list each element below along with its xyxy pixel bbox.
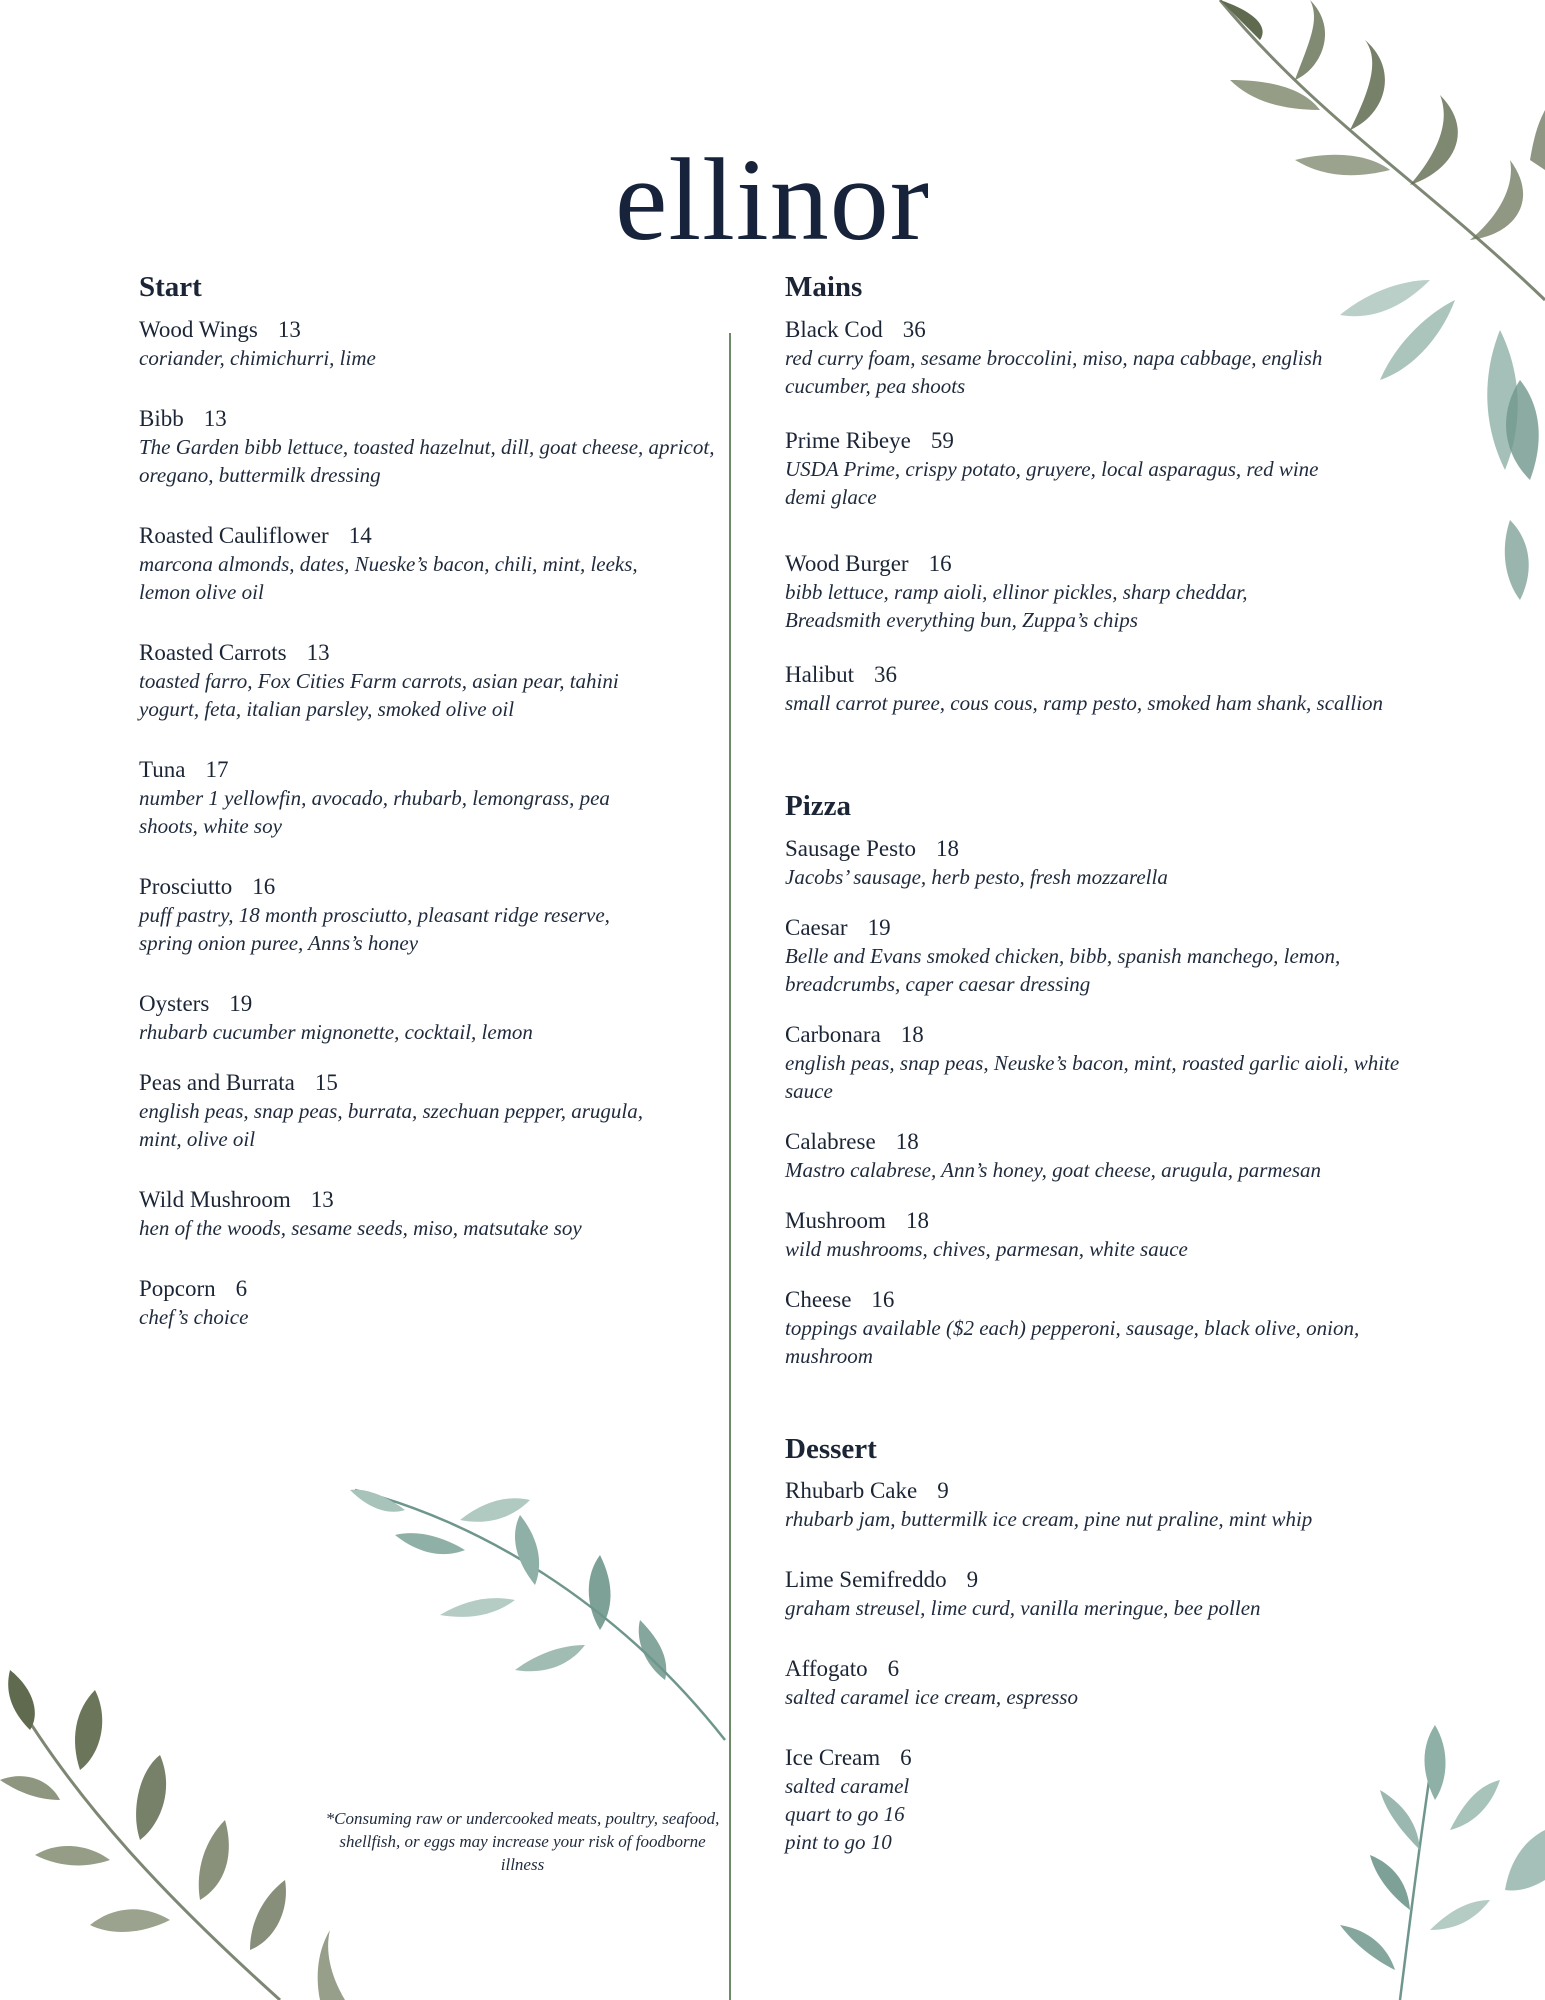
item-name: Carbonara (785, 1021, 881, 1047)
menu-item (139, 521, 729, 606)
item-description: number 1 yellowfin, avocado, rhubarb, lemongrass, pea shoots, white soy (139, 785, 610, 838)
menu-item (785, 834, 1425, 891)
item-name: Halibut (785, 661, 854, 687)
menu-item (139, 1274, 729, 1331)
right-column (785, 270, 1425, 1878)
item-price: 9 (966, 1567, 979, 1593)
menu-item (785, 1285, 1425, 1370)
leaf-illustration-center (345, 1480, 730, 1750)
item-description: rhubarb jam, buttermilk ice cream, pine nut praline, mint whip (785, 1507, 1313, 1532)
item-description: graham streusel, lime curd, vanilla meringue, bee pollen (785, 1596, 1261, 1621)
menu-item (139, 989, 729, 1046)
item-description: Mastro calabrese, Ann’s honey, goat cheese, arugula, parmesan (785, 1157, 1322, 1182)
item-price: 36 (902, 316, 926, 342)
menu-item (785, 1654, 1425, 1711)
item-description: wild mushrooms, chives, parmesan, white sauce (785, 1236, 1188, 1261)
item-price: 16 (871, 1286, 895, 1312)
menu-item (139, 315, 729, 372)
leaf-illustration-bottom-left (0, 1670, 360, 2000)
item-price: 15 (314, 1069, 338, 1095)
start-section (139, 270, 729, 1353)
item-name: Wood Wings (139, 316, 258, 342)
item-name: Caesar (785, 914, 848, 940)
item-price: 19 (867, 914, 891, 940)
item-description: Belle and Evans smoked chicken, bibb, spanish manchego, lemon, breadcrumbs, caper caesar dressing (785, 943, 1341, 996)
menu-item (139, 872, 729, 957)
item-description: english peas, snap peas, burrata, szechuan pepper, arugula, mint, olive oil (139, 1098, 643, 1151)
menu-item (785, 426, 1425, 511)
menu-item (785, 913, 1425, 998)
item-description: marcona almonds, dates, Nueske’s bacon, chili, mint, leeks, lemon olive oil (139, 551, 638, 604)
item-price: 17 (205, 756, 229, 782)
menu-item (785, 1476, 1425, 1533)
item-description: small carrot puree, cous cous, ramp pesto, smoked ham shank, scallion (785, 690, 1384, 715)
item-description: english peas, snap peas, Neuske’s bacon, mint, roasted garlic aioli, white sauce (785, 1050, 1400, 1103)
item-price: 6 (235, 1275, 248, 1301)
item-name: Affogato (785, 1656, 868, 1682)
item-price: 6 (900, 1745, 912, 1771)
menu-item (785, 1743, 1425, 1856)
item-name: Sausage Pesto (785, 835, 916, 861)
item-price: 6 (887, 1656, 900, 1682)
item-description: bibb lettuce, ramp aioli, ellinor pickles, sharp cheddar, Breadsmith everything bun, Zuppa’s chips (785, 579, 1248, 632)
menu-item (785, 1020, 1425, 1105)
menu-item (785, 549, 1425, 634)
item-name: Popcorn (139, 1275, 216, 1301)
item-name: Lime Semifreddo (785, 1567, 947, 1593)
item-name: Ice Cream (785, 1745, 881, 1771)
item-price: 14 (348, 522, 372, 548)
item-description: pint to go 10 (785, 1830, 892, 1855)
item-price: 9 (937, 1478, 949, 1504)
item-price: 36 (874, 661, 897, 687)
item-description: chef’s choice (139, 1304, 249, 1329)
item-price: 18 (900, 1021, 924, 1047)
item-description: Jacobs’ sausage, herb pesto, fresh mozzarella (785, 864, 1168, 889)
item-name: Roasted Carrots (139, 639, 287, 665)
item-name: Prosciutto (139, 873, 233, 899)
section-heading-pizza: Pizza (785, 789, 852, 822)
item-price: 13 (277, 316, 301, 342)
item-description: toppings available ($2 each) pepperoni, sausage, black olive, onion, mushroom (785, 1315, 1360, 1368)
item-name: Black Cod (785, 316, 883, 342)
item-name: Wild Mushroom (139, 1186, 291, 1212)
item-description: quart to go 16 (785, 1802, 905, 1827)
item-price: 18 (905, 1207, 929, 1233)
menu-item (139, 1068, 729, 1153)
section-heading-start: Start (139, 271, 202, 303)
item-price: 18 (935, 835, 959, 861)
item-name: Prime Ribeye (785, 427, 911, 453)
section-heading-dessert: Dessert (785, 1432, 877, 1465)
item-name: Tuna (139, 756, 186, 782)
food-safety-disclaimer: *Consuming raw or undercooked meats, poultry, seafood, shellfish, or eggs may increase your risk of foodborne illness (325, 1809, 720, 1874)
item-price: 16 (928, 550, 952, 576)
restaurant-title: ellinor (614, 134, 931, 266)
item-price: 16 (252, 873, 276, 899)
item-description: The Garden bibb lettuce, toasted hazelnut, dill, goat cheese, apricot, oregano, buttermilk dressing (139, 434, 715, 487)
item-name: Peas and Burrata (139, 1069, 295, 1095)
menu-item (139, 1185, 729, 1242)
item-price: 13 (310, 1186, 334, 1212)
menu-item (785, 1127, 1425, 1184)
item-name: Mushroom (785, 1207, 886, 1233)
menu-item (785, 660, 1425, 717)
section-heading-mains: Mains (785, 271, 863, 303)
item-price: 19 (229, 990, 253, 1016)
item-name: Wood Burger (785, 550, 909, 576)
menu-item (785, 315, 1425, 400)
item-price: 13 (203, 405, 227, 431)
menu-item (785, 1565, 1425, 1622)
item-description: puff pastry, 18 month prosciutto, pleasant ridge reserve, spring onion puree, Anns’s honey (139, 902, 610, 955)
column-divider (729, 333, 731, 2000)
item-price: 18 (895, 1128, 919, 1154)
menu-item (785, 1206, 1425, 1263)
item-description: hen of the woods, sesame seeds, miso, matsutake soy (139, 1215, 582, 1240)
item-description: coriander, chimichurri, lime (139, 345, 376, 370)
item-price: 13 (306, 639, 330, 665)
menu-item (139, 404, 729, 489)
item-description: rhubarb cucumber mignonette, cocktail, lemon (139, 1019, 533, 1044)
item-name: Oysters (139, 990, 210, 1016)
item-description: salted caramel ice cream, espresso (785, 1685, 1078, 1710)
menu-item (139, 638, 729, 723)
item-description: salted caramel (785, 1774, 910, 1799)
item-description: red curry foam, sesame broccolini, miso, napa cabbage, english cucumber, pea shoots (785, 345, 1323, 398)
item-name: Roasted Cauliflower (139, 522, 329, 548)
item-name: Cheese (785, 1286, 852, 1312)
item-name: Rhubarb Cake (785, 1478, 918, 1504)
item-description: toasted farro, Fox Cities Farm carrots, asian pear, tahini yogurt, feta, italian parsley, smoked olive oil (139, 668, 619, 721)
item-name: Bibb (139, 405, 184, 431)
menu-item (139, 755, 729, 840)
item-name: Calabrese (785, 1128, 876, 1154)
item-description: USDA Prime, crispy potato, gruyere, local asparagus, red wine demi glace (785, 456, 1319, 509)
item-price: 59 (930, 427, 954, 453)
